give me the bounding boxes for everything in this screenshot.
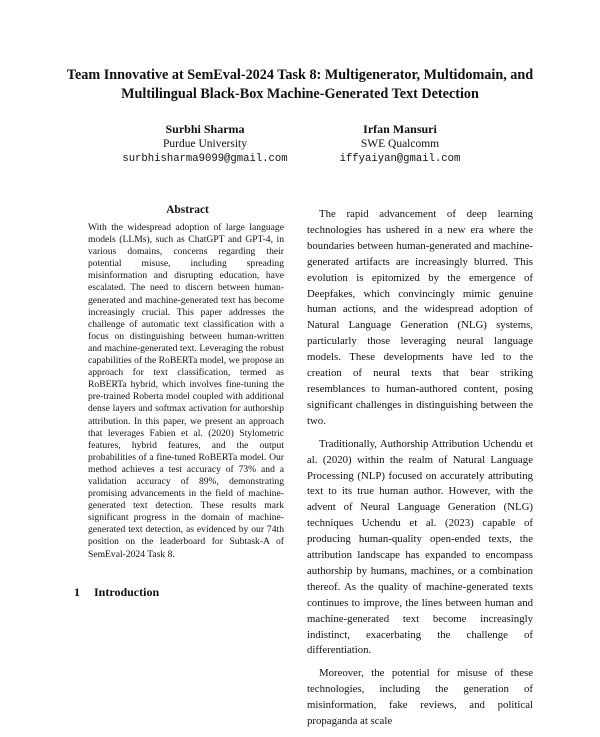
body-paragraph: Moreover, the potential for misuse of these technologies, including the generation of misinformation, fake reviews, and political propaganda at scale: [307, 667, 533, 728]
author-name: Surbhi Sharma: [165, 122, 245, 136]
section-heading-introduction: [74, 585, 159, 600]
section-title: Introduction: [94, 585, 160, 599]
author-affiliation: Purdue University: [162, 138, 247, 150]
author-email: surbhisharma9099@gmail.com: [122, 153, 288, 165]
author-block-2: [305, 122, 495, 167]
author-email: iffyaiyan@gmail.com: [339, 153, 461, 165]
abstract-text: With the widespread adoption of large language models (LLMs), such as ChatGPT and GPT-4, in various domains, concerns regarding their potential misuse, including spreading misinformation and disrupting education, have escalated. The need to discern between human-generated and machine-generated text has become increasingly crucial. This paper addresses the challenge of automatic text classification with a focus on distinguishing between human-written and machine-generated text. Leveraging the robust capabilities of the RoBERTa model, we propose an approach for text classification, termed as RoBERTa hybrid, which involves fine-tuning the pre-trained Roberta model coupled with additional dense layers and softmax activation for authorship attribution. In this paper, we present an approach that leverages Fabien et al. (2020) Stylometric features, hybrid features, and the output probabilities of a fine-tuned RoBERTa model. Our method achieves a test accuracy of 73% and a validation accuracy of 89%, demonstrating promising advancements in the field of machine-generated text detection. These results mark significant progress in the domain of machine-generated text detection, as evidenced by our 74th position on the leaderboard for Subtask-A of SemEval-2024 Task 8.: [88, 222, 284, 560]
author-name: Irfan Mansuri: [363, 122, 437, 136]
body-paragraph: The rapid advancement of deep learning technologies has ushered in a new era where the boundaries between human-generated and machine-generated artifacts are increasingly blurred. This evolution is epitomized by the emergence of Deepfakes, which convincingly mimic genuine human actions, and the widespread adoption of Natural Language Generation (NLG) systems, particularly those leveraging neural language models. These developments have led to the creation of neural texts that bear striking resemblances to human-authored content, posing significant challenges in distinguishing between the two.: [307, 208, 533, 427]
body-paragraph: Traditionally, Authorship Attribution Uchendu et al. (2020) within the realm of Natural Language Processing (NLP) focused on accurately attributing text to its true human author. However, with the advent of Neural Language Generation (NLG) techniques Uchendu et al. (2023) capable of producing human-quality open-ended texts, the attribution landscape has expanded to encompass authorship by humans, machines, or a combination thereof. As the quality of machine-generated texts continues to improve, the lines between human and machine-generated text become increasingly indistinct, exacerbating the challenge of differentiation.: [307, 437, 533, 657]
author-block-1: [110, 122, 300, 167]
paper-title: Team Innovative at SemEval-2024 Task 8: Multigenerator, Multidomain, and Multilingual Black-Box Machine-Generated Text Detection: [66, 67, 534, 102]
right-column-body: [307, 207, 533, 737]
abstract-heading: Abstract: [166, 204, 209, 216]
author-affiliation: SWE Qualcomm: [360, 138, 440, 150]
section-number: 1: [74, 585, 80, 599]
